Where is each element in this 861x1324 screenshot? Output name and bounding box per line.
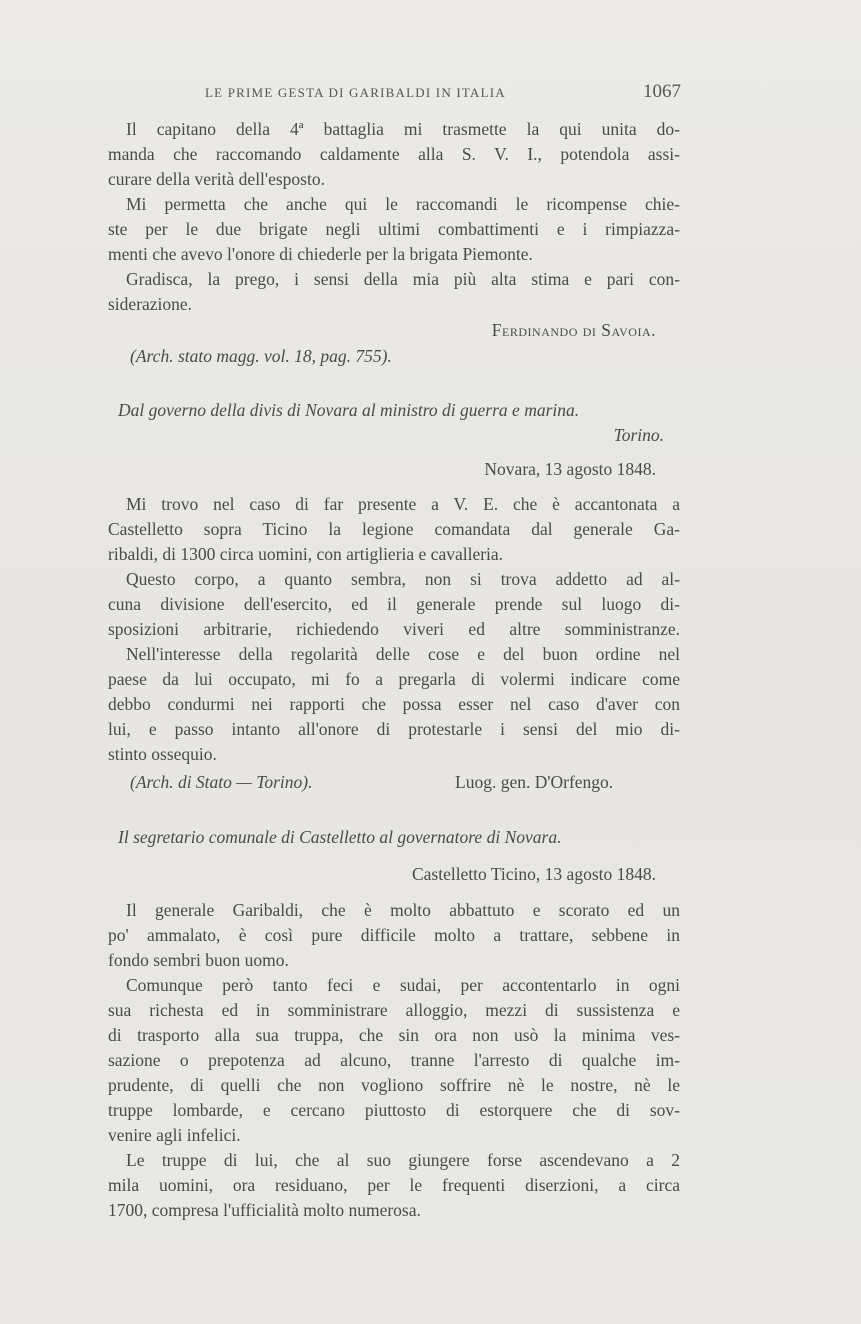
text-line: 1700, compresa l'ufficialità molto numerosa.	[108, 1200, 421, 1220]
text-line: di trasporto alla sua truppa, che sin ora non usò la minima ves-	[108, 1025, 680, 1045]
text-line: cuna divisione dell'esercito, ed il generale prende sul luogo di-	[108, 594, 680, 614]
text-line: prudente, di quelli che non vogliono soffrire nè le nostre, nè le	[108, 1075, 680, 1095]
text-line: Le truppe di lui, che al suo giungere forse ascendevano a 2	[126, 1150, 680, 1170]
text-line: fondo sembri buon uomo.	[108, 950, 289, 970]
letter3-caption: Il segretario comunale di Castelletto al governatore di Novara.	[118, 827, 562, 847]
letter3-place-date: Castelletto Ticino, 13 agosto 1848.	[411, 864, 656, 884]
text-line: venire agli infelici.	[108, 1125, 241, 1145]
letter2-addressee: Torino.	[613, 425, 664, 445]
running-title: LE PRIME GESTA DI GARIBALDI IN ITALIA	[205, 85, 506, 100]
text-line: Il generale Garibaldi, che è molto abbattuto e scorato ed un	[126, 900, 680, 920]
text-line: siderazione.	[108, 294, 193, 314]
text-line: lui, e passo intanto all'onore di protestarle i sensi del mio di-	[108, 719, 680, 739]
text-line: Comunque però tanto feci e sudai, per accontentarlo in ogni	[126, 975, 680, 995]
page-number: 1067	[643, 81, 681, 102]
letter2-signature-text: Luog. gen. D'Orfengo.	[455, 772, 614, 792]
text-line: Mi permetta che anche qui le raccomandi le ricompense chie-	[126, 194, 680, 214]
letter3-body	[108, 898, 680, 1223]
page-header	[205, 81, 681, 107]
text-line: truppe lombarde, e cercano piuttosto di estorquere che di sov-	[108, 1100, 680, 1120]
text-line: sua richesta ed in somministrare alloggio, mezzi di sussistenza e	[108, 1000, 680, 1020]
letter1-source: (Arch. stato magg. vol. 18, pag. 755).	[130, 346, 392, 366]
text-line: sazione o prepotenza ad alcuno, tranne l'arresto di qualche im-	[108, 1050, 680, 1070]
text-line: mila uomini, ora residuano, per le frequenti diserzioni, a circa	[108, 1175, 680, 1195]
text-line: Mi trovo nel caso di far presente a V. E. che è accantonata a	[126, 494, 680, 514]
text-line: manda che raccomando caldamente alla S. V. I., potendola assi-	[108, 144, 680, 164]
letter1-body	[108, 117, 680, 317]
text-line: Castelletto sopra Ticino la legione comandata dal generale Ga-	[108, 519, 680, 539]
letter2-place-date: Novara, 13 agosto 1848.	[484, 459, 656, 479]
text-line: menti che avevo l'onore di chiederle per la brigata Piemonte.	[108, 244, 533, 264]
text-line: Questo corpo, a quanto sembra, non si trova addetto ad al-	[126, 569, 680, 589]
text-line: Nell'interesse della regolarità delle cose e del buon ordine nel	[126, 644, 680, 664]
letter2-caption: Dal governo della divis di Novara al ministro di guerra e marina.	[118, 400, 580, 420]
text-line: stinto ossequio.	[108, 744, 217, 764]
letter2-source: (Arch. di Stato — Torino).	[130, 772, 313, 792]
letter2-body	[108, 492, 680, 767]
text-line: curare della verità dell'esposto.	[108, 169, 325, 189]
text-line: debbo condurmi nei rapporti che possa esser nel caso d'aver con	[108, 694, 680, 714]
text-line: paese da lui occupato, mi fo a pregarla di volermi indicare come	[108, 669, 680, 689]
text-line: sposizioni arbitrarie, richiedendo viveri ed altre somministranze.	[108, 619, 680, 639]
text-line: ste per le due brigate negli ultimi combattimenti e i rimpiazza-	[108, 219, 680, 239]
letter1-signature: Ferdinando di Savoia.	[491, 320, 656, 340]
letter2-signature	[455, 770, 680, 795]
text-line: Il capitano della 4ª battaglia mi trasmette la qui unita do-	[126, 119, 680, 139]
text-line: Gradisca, la prego, i sensi della mia più alta stima e pari con-	[126, 269, 680, 289]
text-line: ribaldi, di 1300 circa uomini, con artiglieria e cavalleria.	[108, 544, 504, 564]
text-line: po' ammalato, è così pure difficile molto a trattare, sebbene in	[108, 925, 680, 945]
